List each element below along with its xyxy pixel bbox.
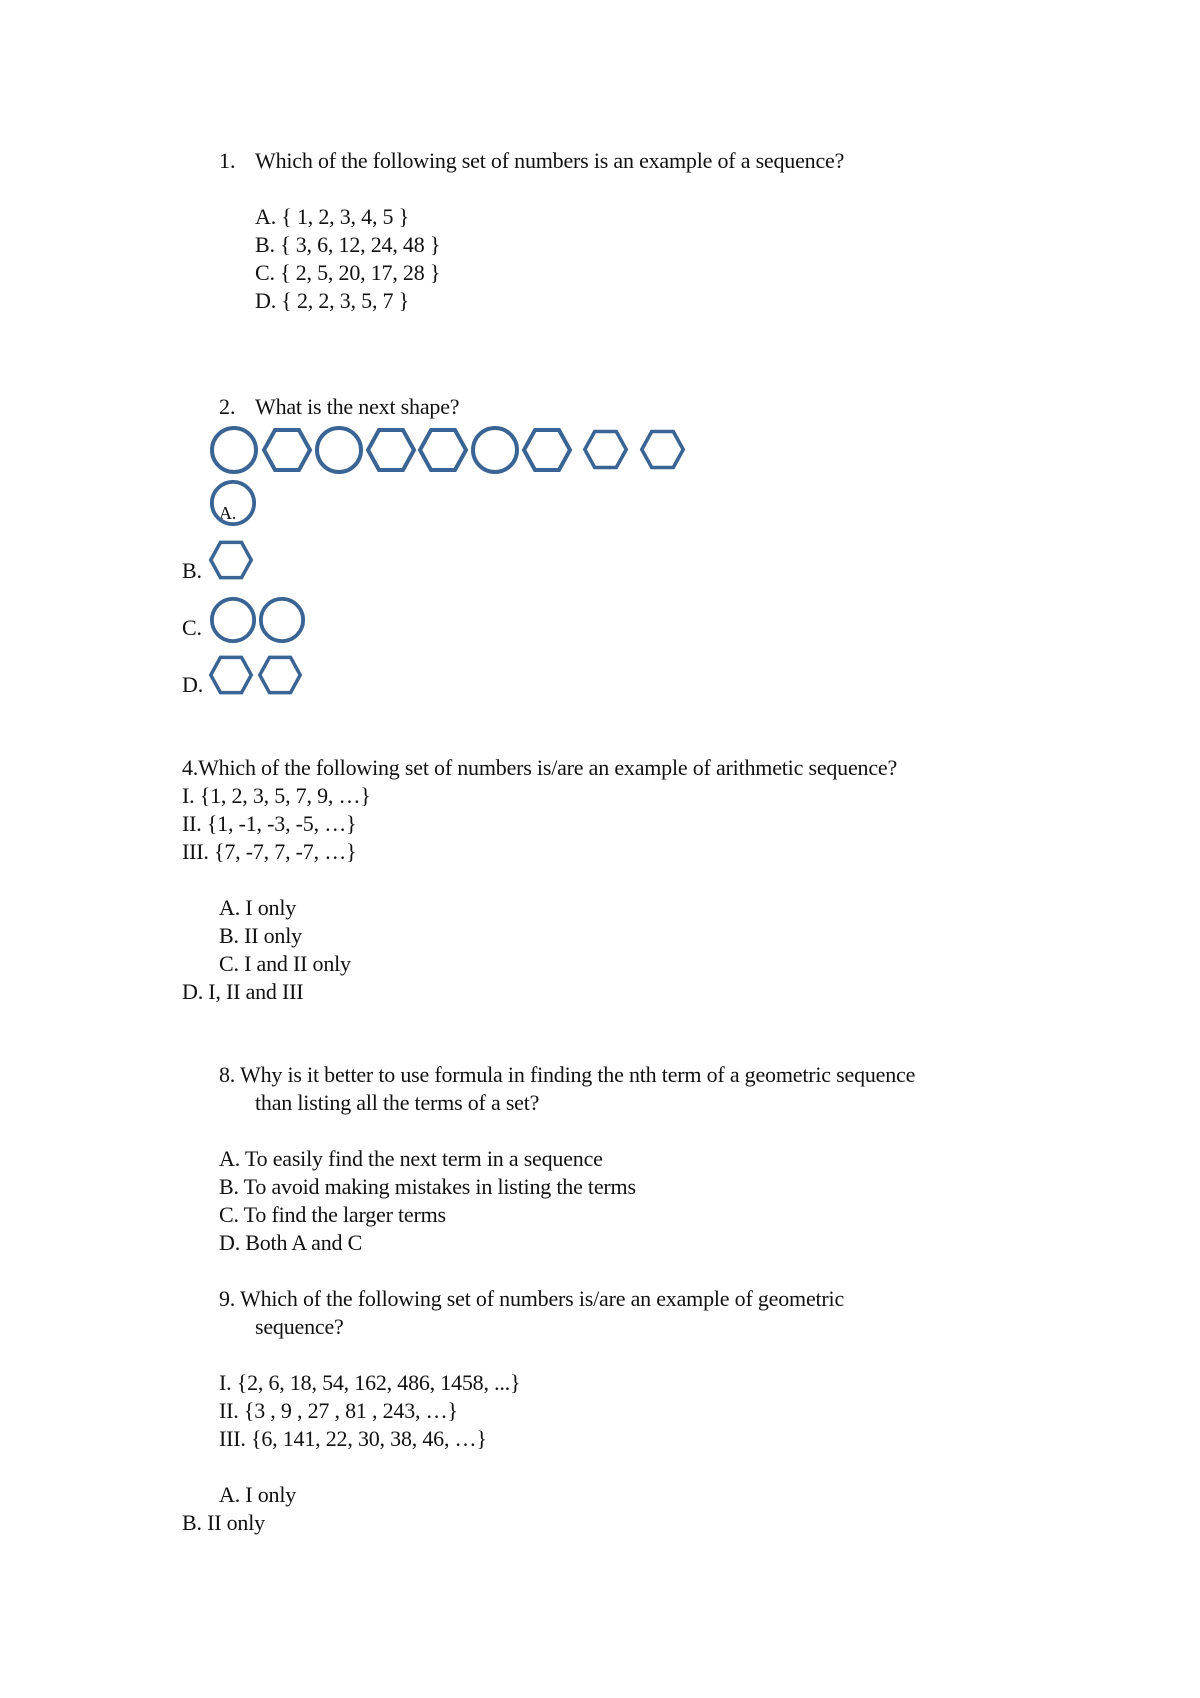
question-9-text-line2: sequence? — [255, 1314, 344, 1339]
q9-option-b: B. II only — [182, 1510, 265, 1535]
q2-option-c-label: C. — [182, 615, 202, 640]
hexagon-shape — [366, 425, 416, 475]
q9-item-1: I. {2, 6, 18, 54, 162, 486, 1458, ...} — [219, 1370, 521, 1395]
q4-option-d: D. I, II and III — [182, 979, 304, 1004]
q8-option-a: A. To easily find the next term in a sequence — [219, 1146, 603, 1171]
q2-option-a-label: A. — [219, 503, 237, 523]
q8-option-c: C. To find the larger terms — [219, 1202, 446, 1227]
q1-option-a: A. { 1, 2, 3, 4, 5 } — [255, 204, 410, 229]
q4-item-3: III. {7, -7, 7, -7, …} — [182, 839, 357, 864]
q2-option-b-label: B. — [182, 558, 202, 583]
circle-shape — [470, 425, 520, 475]
question-2-number: 2. — [219, 394, 236, 419]
q9-option-a: A. I only — [219, 1482, 297, 1507]
hexagon-shape — [258, 653, 302, 697]
circle-shape — [209, 596, 257, 644]
q2-option-d-label: D. — [182, 672, 203, 697]
question-1-text: Which of the following set of numbers is an example of a sequence? — [255, 148, 845, 173]
q4-option-b: B. II only — [219, 923, 302, 948]
question-1-number: 1. — [219, 148, 236, 173]
question-8-text-line2: than listing all the terms of a set? — [255, 1090, 540, 1115]
q9-item-2: II. {3 , 9 , 27 , 81 , 243, …} — [219, 1398, 458, 1423]
question-2-text: What is the next shape? — [255, 394, 460, 419]
circle-shape — [258, 596, 306, 644]
hexagon-shape — [418, 425, 468, 475]
circle-shape — [209, 425, 259, 475]
q8-option-d: D. Both A and C — [219, 1230, 363, 1255]
question-4-text: 4.Which of the following set of numbers is/are an example of arithmetic sequence? — [182, 755, 898, 780]
hexagon-shape — [522, 425, 572, 475]
hexagon-shape — [640, 427, 685, 472]
q4-option-c: C. I and II only — [219, 951, 351, 976]
question-8-text-line1: 8. Why is it better to use formula in finding the nth term of a geometric sequence — [219, 1062, 916, 1087]
circle-shape — [209, 479, 257, 527]
q4-item-2: II. {1, -1, -3, -5, …} — [182, 811, 357, 836]
q4-item-1: I. {1, 2, 3, 5, 7, 9, …} — [182, 783, 371, 808]
q1-option-b: B. { 3, 6, 12, 24, 48 } — [255, 232, 441, 257]
circle-shape — [314, 425, 364, 475]
question-9-text-line1: 9. Which of the following set of numbers is/are an example of geometric — [219, 1286, 845, 1311]
q1-option-d: D. { 2, 2, 3, 5, 7 } — [255, 288, 410, 313]
q1-option-c: C. { 2, 5, 20, 17, 28 } — [255, 260, 441, 285]
q4-option-a: A. I only — [219, 895, 297, 920]
q9-item-3: III. {6, 141, 22, 30, 38, 46, …} — [219, 1426, 487, 1451]
hexagon-shape — [209, 538, 253, 582]
hexagon-shape — [583, 427, 628, 472]
hexagon-shape — [262, 425, 312, 475]
q8-option-b: B. To avoid making mistakes in listing the terms — [219, 1174, 636, 1199]
hexagon-shape — [209, 653, 253, 697]
